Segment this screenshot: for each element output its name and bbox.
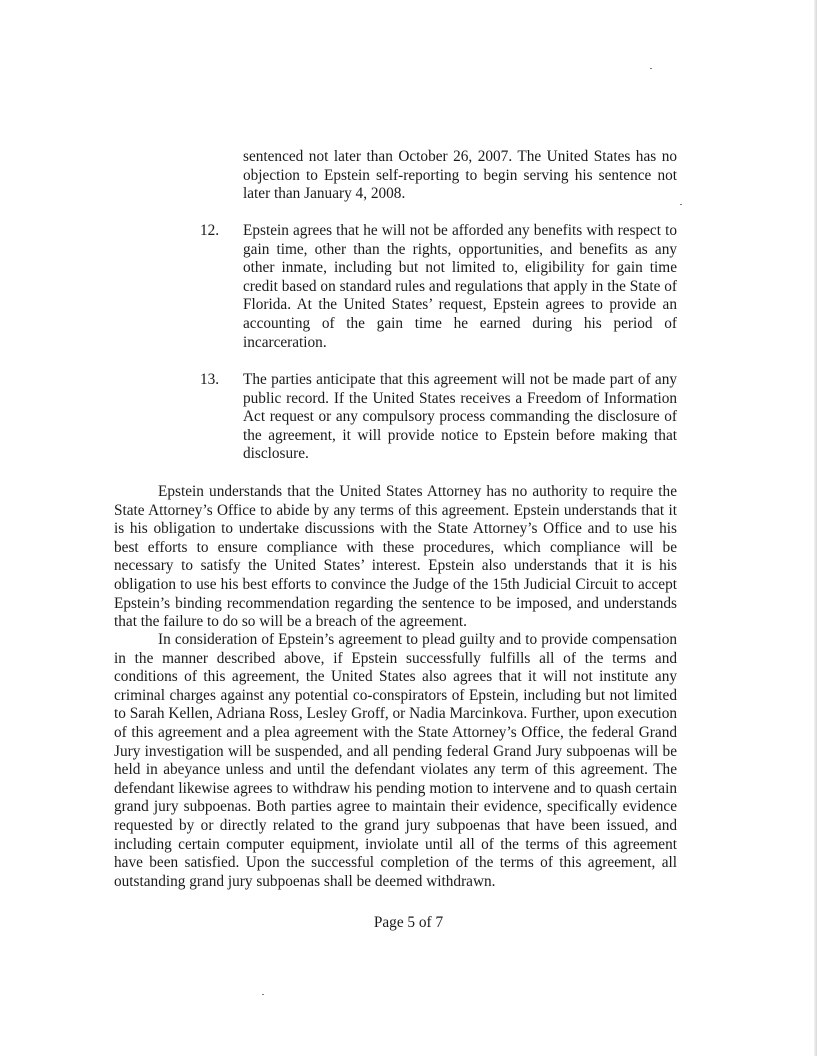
continuation-block [243,148,677,204]
item-text: The parties anticipate that this agreement will not be made part of any public record. If the United States receives a Freedom of Information Act request or any compulsory process commanding the disclosure of the agreement, it will provide notice to Epstein before making that disclosure. [243,371,677,463]
paragraph-text: Epstein understands that the United States Attorney has no authority to require the State Attorney’s Office to abide by any terms of this agreement. Epstein understands that it is his obligation to undertake discussions with the State Attorney’s Office and to use his best efforts to ensure compliance with these procedures, which compliance will be necessary to satisfy the United States’ interest. Epstein also understands that it is his obligation to use his best efforts to convince the Judge of the 15th Judicial Circuit to accept Epstein’s binding recommendation regarding the sentence to be imposed, and understands that the failure to do so will be a breach of the agreement. [114,483,677,631]
paragraph-state-attorney [114,483,677,632]
scan-speck [262,994,264,995]
scan-speck [650,68,652,69]
item-text: Epstein agrees that he will not be afforded any benefits with respect to gain time, other than the rights, opportunities, and benefits as any other inmate, including but not limited to, eligibility for gain time credit based on standard rules and regulations that apply in the State of Florida. At the United States’ request, Epstein agrees to provide an accounting of the gain time he earned during his period of incarceration. [243,222,677,351]
continuation-text: sentenced not later than October 26, 2007. The United States has no objection to Epstein self-reporting to begin serving his sentence not later than January 4, 2008. [243,148,677,203]
paragraph-text: In consideration of Epstein’s agreement to plead guilty and to provide compensation in the manner described above, if Epstein successfully fulfills all of the terms and conditions of this agreement, the United States also agrees that it will not institute any criminal charges against any potential co-conspirators of Epstein, including but not limited to Sarah Kellen, Adriana Ross, Lesley Groff, or Nadia Marcinkova. Further, upon execution of this agreement and a plea agreement with the State Attorney’s Office, the federal Grand Jury investigation will be suspended, and all pending federal Grand Jury subpoenas will be held in abeyance unless and until the defendant violates any term of this agreement. The defendant likewise agrees to withdraw his pending motion to intervene and to quash certain grand jury subpoenas. Both parties agree to maintain their evidence, specifically evidence requested by or directly related to the grand jury subpoenas that have been issued, and including certain computer equipment, inviolate until all of the terms of this agreement have been satisfied. Upon the successful completion of the terms of this agreement, all outstanding grand jury subpoenas shall be deemed withdrawn. [114,631,677,890]
scan-speck [680,204,682,205]
paragraph-consideration [114,631,677,891]
item-number: 13. [200,371,220,388]
item-number: 12. [200,222,220,239]
page-number: Page 5 of 7 [373,914,444,931]
